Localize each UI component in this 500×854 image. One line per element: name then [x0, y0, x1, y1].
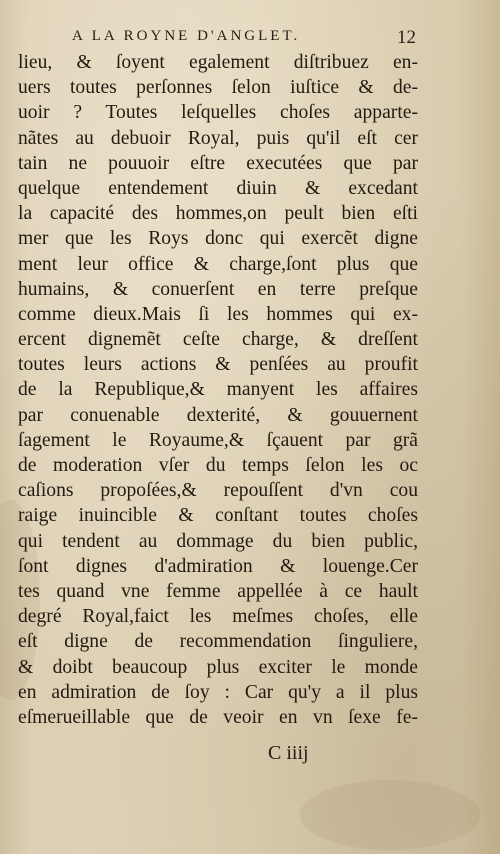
text-line: ſagement le Royaume,& ſçauent par grã: [18, 429, 418, 451]
text-line: par conuenable dexterité, & gouuernent: [18, 404, 418, 426]
text-line: mer que les Roys donc qui exercẽt digne: [18, 228, 418, 250]
text-line: de la Republique,& manyent les affaires: [18, 379, 418, 401]
body-text: [18, 50, 418, 730]
text-line: ment leur office & charge,ſont plus que: [18, 253, 418, 275]
text-line: tain ne pouuoir eſtre executées que par: [18, 152, 418, 174]
text-line: comme dieux.Mais ſi les hommes qui ex-: [18, 303, 418, 325]
text-line: eſmerueillable que de veoir en vn ſexe fe-: [18, 706, 418, 728]
text-line: caſions propoſées,& repouſſent d'vn cou: [18, 480, 418, 502]
text-line: eſt digne de recommendation ſinguliere,: [18, 631, 418, 653]
text-line: raige inuincible & conſtant toutes choſes: [18, 505, 418, 527]
text-line: la capacité des hommes,on peult bien eſti: [18, 203, 418, 225]
text-line: lieu, & ſoyent egalement diſtribuez en-: [18, 52, 418, 73]
text-line: ercent dignemẽt ceſte charge, & dreſſent: [18, 329, 418, 351]
text-line: humains, & conuerſent en terre preſque: [18, 278, 418, 300]
text-line: qui tendent au dommage du bien public,: [18, 530, 418, 552]
text-line: tes quand vne femme appellée à ce hault: [18, 580, 418, 602]
running-head: A LA ROYNE D'ANGLET.: [72, 28, 301, 44]
text-line: uers toutes perſonnes ſelon iuſtice & de-: [18, 77, 418, 99]
text-line: nãtes au debuoir Royal, puis qu'il eſt cer: [18, 127, 418, 149]
text-line: de moderation vſer du temps ſelon les oc: [18, 455, 418, 476]
signature-mark: C iiij: [268, 742, 309, 764]
text-line: degré Royal,faict les meſmes choſes, elle: [18, 606, 418, 628]
paper-stain: [300, 780, 480, 850]
text-line: uoir ? Toutes leſquelles choſes apparte-: [18, 102, 418, 124]
text-line: & doibt beaucoup plus exciter le monde: [18, 656, 418, 678]
text-line: ſont dignes d'admiration & louenge.Cer: [18, 555, 418, 577]
folio-number: 12: [397, 27, 416, 48]
text-line: toutes leurs actions & penſées au proufit: [18, 354, 418, 376]
text-line: quelque entendement diuin & excedant: [18, 177, 418, 199]
text-line: en admiration de ſoy : Car qu'y a il plus: [18, 681, 418, 703]
